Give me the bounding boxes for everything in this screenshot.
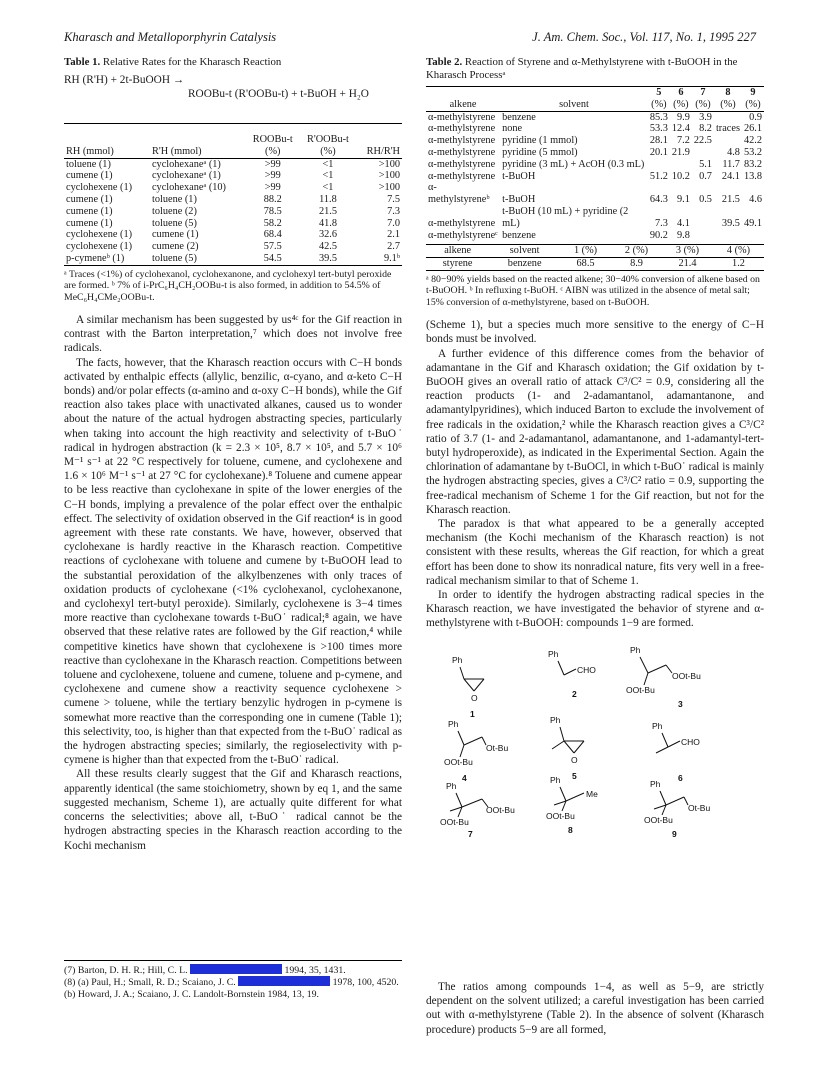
compound-label: 4 (462, 772, 467, 783)
ph-label: Ph (652, 720, 663, 731)
table-cell: 24.1 (721, 170, 740, 182)
table-cell (692, 206, 714, 230)
table1-equation-line2: ROOBu-t (R'OOBu-t) + t-BuOH + H₂O (188, 88, 369, 100)
left-column (64, 56, 402, 853)
compound-3 (626, 645, 701, 709)
cho-label: CHO (577, 664, 596, 675)
ph-label: Ph (650, 778, 661, 789)
table2 (426, 86, 764, 241)
table-cell: 57.5 (263, 241, 282, 253)
oobu-label: OOt-Bu (626, 684, 655, 695)
table-cell: >100 (378, 182, 400, 194)
table-row (426, 135, 764, 147)
table-cell: none (502, 123, 523, 135)
table-row (426, 206, 764, 230)
obu-label: Ot-Bu (688, 802, 711, 813)
table-cell: 90.2 (649, 229, 668, 241)
table-row (426, 147, 764, 159)
table-cell: 42.2 (743, 135, 762, 147)
table-cell: cyclohexene (1) (66, 229, 133, 241)
table-cell (742, 230, 764, 242)
oobu-label: OOt-Bu (644, 814, 673, 825)
table-cell: >100 (378, 170, 400, 182)
table1-header: (%) (265, 145, 281, 157)
compound-label: 6 (678, 772, 683, 783)
table-cell (692, 230, 714, 242)
compound-label: 5 (572, 770, 577, 781)
table2-header: (%) (720, 98, 736, 110)
body-paragraph: The ratios among compounds 1−4, as well as 5−9, are strictly dependent on the solvent utilized; a careful investigation has been carried out with α-methylstyrene (Table 2). In the absence of solvent (Kharasch procedure) products 5−9 are all formed, (426, 981, 764, 1036)
table2-header-top: 9 (750, 87, 756, 98)
table-cell: 11.8 (319, 193, 337, 205)
table-row (426, 171, 764, 183)
table-cell: α-methylstyrene (428, 170, 496, 182)
table-cell: 20.1 (649, 146, 668, 158)
reference-7-authors: (7) Barton, D. H. R.; Hill, C. L. (64, 965, 188, 976)
table1-equation-line1: RH (R'H) + 2t-BuOOH → (64, 74, 185, 86)
structures-svg (426, 645, 764, 837)
table-cell (714, 111, 742, 123)
table2-sub-header: 3 (%) (675, 245, 700, 257)
table-cell: <1 (322, 182, 334, 194)
table-cell: cyclohexene (1) (66, 241, 133, 253)
table-cell: 0.5 (699, 194, 712, 206)
compound-2 (548, 649, 596, 699)
compound-label: 2 (572, 688, 577, 699)
table2-header: (%) (651, 98, 667, 110)
table-cell: α-methylstyreneᶜ (428, 229, 498, 241)
body-paragraph: The facts, however, that the Kharasch reaction occurs with C−H bonds activated by enthalpic effects (allylic, benzilic, α-cyano, and α-keto C−H bonds) and/or polar effects (α-amino and α-oxy C−H bonds), while the Gif reaction also takes place with unactivated alkanes, caused us to wonder about the nature of the actual hydrogen abstracting species, particularly when taking into account the high reactivity and selectivity of t-BuO˙ radical in hydrogen abstraction (k = 2.3 × 10⁵, 8.7 × 10⁵, and 5.7 × 10⁶ M⁻¹ s⁻¹ at 22 °C respectively for toluene, cumene, and cyclohexene and 1.6 × 10⁶ M⁻¹ s⁻¹ at 27 °C for cyclohexane).⁸ Toluene and cumene appear to be less reactive than cyclohexane in spite of the lower energies of the C−H bonds, implying a prevalence of the polar effect over the enthalpic effect. The selectivity of oxidation observed in the Gif reaction⁴ is in good agreement with these rate constants. We have, however, observed that cyclohexane is hardly reactive in the Kharasch reaction. Competitive reactions of cyclohexane with toluene and cumene by t-BuOOH lead to the substantial peroxidation of the alkylbenzenes with only traces of oxidation products of cyclohexane (<1% cyclohexanol, cyclohexanone, and cyclohexyl tert-butyl peroxide). Similarly, cyclohexene is 3−4 times more reactive than cyclohexane towards t-BuO˙ radical;⁸ again, we have observed that these relative rates are followed by the Gif reaction,⁴ while competitive kinetics have shown that cyclohexene is >100 times more reactive than cyclohexane in the Kharasch reaction. Competitions between toluene and cyclohexene, toluene and cumene, toluene and p-cymene, and cyclohexene and cumene show a reactivity sequence cyclohexene > cumene > toluene, while the tertiary benzylic hydrogen in p-cymene is somewhat more reactive than the corresponding one in cumene (Table 1); this selectivity, too, is higher than that expected from the t-BuO˙ radical as the hydrogen abstracting species; similarly, the regioselectivity with p-cymene is higher than that expected from the t-BuO˙ radical. (64, 356, 403, 767)
table-cell: p-cymeneᵇ (1) (66, 252, 125, 264)
table-cell: cumene (1) (66, 170, 113, 182)
table-cell: α-methylstyrene (428, 158, 496, 170)
table-cell: 21.9 (671, 146, 690, 158)
compound-label: 8 (568, 824, 573, 835)
table-cell: 3.9 (699, 111, 712, 123)
table1-title: Relative Rates for the Kharasch Reaction (102, 56, 282, 68)
redaction-bar (238, 976, 330, 986)
table-cell: cumene (1) (66, 193, 113, 205)
compound-label: 1 (470, 708, 475, 719)
table2-label: Table 2. (426, 56, 463, 68)
table-cell: 13.8 (743, 170, 762, 182)
table1-header: R'H (mmol) (151, 145, 202, 157)
table-cell (714, 230, 742, 242)
table-cell: >99 (264, 158, 281, 170)
table-cell: >99 (264, 182, 281, 194)
table-cell: 78.5 (263, 205, 282, 217)
compound-6 (652, 721, 700, 783)
table1-header-top: R'OOBu-t (307, 134, 349, 145)
table-cell: 49.1 (743, 217, 762, 229)
table-cell: 54.5 (263, 252, 282, 264)
compound-label: 3 (678, 698, 683, 709)
oobu-label: OOt-Bu (444, 756, 473, 767)
table2-sub-cell: 8.9 (630, 258, 643, 270)
table-cell: 5.1 (699, 158, 712, 170)
running-header-right: J. Am. Chem. Soc., Vol. 117, No. 1, 1995 227 (532, 30, 756, 44)
table-cell: pyridine (5 mmol) (502, 146, 578, 158)
ph-label: Ph (452, 654, 463, 665)
table-cell: <1 (322, 170, 334, 182)
table1 (64, 123, 402, 265)
table-cell: α-methylstyreneᵇ (428, 182, 490, 206)
table-cell: 4.8 (727, 146, 740, 158)
table-cell: 39.5 (721, 217, 740, 229)
compound-structures-figure (426, 645, 764, 837)
compound-label: 7 (468, 828, 473, 837)
table-row (426, 111, 764, 123)
table-cell: benzene (502, 229, 536, 241)
table-cell: toluene (5) (151, 252, 197, 264)
table1-header: RH (mmol) (66, 145, 114, 157)
table2-styrene (426, 244, 764, 271)
table1-caption (64, 56, 402, 69)
table-cell: 53.3 (649, 123, 668, 135)
table2-header: (%) (745, 98, 761, 110)
table-cell: toluene (1) (151, 193, 197, 205)
table-cell: cumene (2) (151, 241, 199, 253)
table-cell: cyclohexaneᵃ (1) (151, 158, 221, 170)
table-cell: toluene (5) (151, 217, 197, 229)
compound-7 (440, 781, 515, 837)
table-cell: 9.1 (677, 194, 690, 206)
table-cell: 9.1ᵇ (383, 252, 400, 264)
table-cell: 88.2 (263, 193, 282, 205)
ph-label: Ph (446, 780, 457, 791)
table2-sub-header: 2 (%) (624, 245, 649, 257)
table-row (64, 229, 402, 241)
obu-label: Ot-Bu (486, 742, 509, 753)
table-cell: cyclohexene (1) (66, 182, 133, 194)
table-cell: 2.7 (387, 241, 400, 253)
body-paragraph: In order to identify the hydrogen abstracting radical species in the Kharasch reaction, we have investigated the behavior of styrene and α-methylstyrene with t-BuOOH: compounds 1−9 are formed. (426, 589, 764, 630)
table-cell: t-BuOH (10 mL) + pyridine (2 mL) (502, 205, 629, 229)
me-label: Me (586, 788, 598, 799)
running-header-left: Kharasch and Metalloporphyrin Catalysis (64, 30, 277, 44)
table2-sub-cell: benzene (507, 258, 542, 270)
table-cell: 64.3 (649, 194, 668, 206)
table-cell: 51.2 (649, 170, 668, 182)
table-cell: α-methylstyrene (428, 111, 496, 123)
bottom-paragraph (426, 980, 764, 1037)
table-row (64, 253, 402, 265)
compound-label: 9 (672, 828, 677, 837)
table-cell (714, 135, 742, 147)
body-paragraph: A similar mechanism has been suggested by us⁴ᶜ for the Gif reaction in contrast with the Barton interpretation,⁷ which does not involve free radicals. (64, 313, 402, 355)
table2-title: Reaction of Styrene and α-Methylstyrene with t-BuOOH in the Kharasch Processᵃ (426, 56, 738, 81)
body-paragraph: (Scheme 1), but a species much more sensitive to the energy of C−H bonds must be involved. (426, 319, 764, 346)
table2-sub-header: alkene (444, 245, 472, 257)
table-cell: t-BuOH (502, 194, 536, 206)
table2-header-top: 6 (678, 87, 684, 98)
table-cell: 28.1 (649, 135, 668, 147)
table-cell (670, 159, 692, 171)
table-cell: 41.8 (318, 217, 337, 229)
table-cell: cumene (1) (66, 205, 113, 217)
table-cell: toluene (2) (151, 205, 197, 217)
table2-sub-header: 4 (%) (726, 245, 751, 257)
table-cell: 58.2 (263, 217, 282, 229)
table-cell: 53.2 (743, 146, 762, 158)
table-row (64, 158, 402, 170)
right-column (426, 56, 764, 847)
table1-header-top (150, 124, 246, 146)
compound-9 (644, 779, 710, 837)
table1-header: (%) (320, 145, 336, 157)
table-row (64, 194, 402, 206)
table1-label: Table 1. (64, 56, 101, 68)
table-cell: 21.5 (318, 205, 337, 217)
references (64, 960, 402, 1000)
table-cell: 4.6 (749, 194, 762, 206)
table-cell: >99 (264, 170, 281, 182)
table2-header: alkene (449, 98, 477, 110)
table2-header: (%) (695, 98, 711, 110)
table-cell: cyclohexaneᵃ (1) (151, 170, 221, 182)
compound-4 (444, 719, 508, 783)
table-cell: 26.1 (743, 123, 762, 135)
table-cell: 85.3 (649, 111, 668, 123)
table1-footnote: ᵃ Traces (<1%) of cyclohexanol, cyclohexanone, and cyclohexyl tert-butyl peroxide are formed. ᵇ 7% of i-PrC₆H₄CH₂OOBu-t is also formed, in addition to 54.5% of MeC₆H₄CMe₂OOBu-t. (64, 268, 392, 303)
table-cell: 22.5 (693, 135, 712, 147)
table-cell: 32.6 (318, 229, 337, 241)
table-row (64, 206, 402, 218)
table-cell: >100 (378, 158, 400, 170)
table-cell: α-methylstyrene (428, 123, 496, 135)
table-cell: cyclohexaneᵃ (10) (151, 182, 226, 194)
table-row (426, 123, 764, 135)
table-cell: 7.2 (677, 135, 690, 147)
table2-header: solvent (559, 98, 589, 110)
table2-sub-cell: 68.5 (576, 258, 595, 270)
table-cell: 8.2 (699, 123, 712, 135)
table-cell: 7.5 (387, 193, 400, 205)
table2-header-top: 7 (700, 87, 706, 98)
table-row (426, 159, 764, 171)
table-cell: pyridine (3 mL) + AcOH (0.3 mL) (502, 158, 645, 170)
table-row (64, 182, 402, 194)
table-cell: 10.2 (671, 170, 690, 182)
table2-header: (%) (673, 98, 689, 110)
table-cell: 7.3 (387, 205, 400, 217)
table-cell: benzene (502, 111, 536, 123)
table-cell: cumene (1) (151, 229, 199, 241)
table-cell: 2.1 (387, 229, 400, 241)
table-row (426, 182, 764, 206)
ph-label: Ph (548, 648, 559, 659)
ph-label: Ph (448, 718, 459, 729)
table-cell: 4.1 (677, 217, 690, 229)
oobu-label: OOt-Bu (672, 670, 701, 681)
ph-label: Ph (630, 644, 641, 655)
table-cell (648, 159, 670, 171)
reference-8-authors: (8) (a) Paul, H.; Small, R. D.; Scaiano, J. C. (64, 977, 236, 989)
table2-header-top (500, 87, 648, 99)
body-paragraph: The paradox is that what appeared to be a generally accepted mechanism (the Kochi mechanism of the Kharasch reaction) is not consistent with these results, whereas the Gif reaction, for which a great effort has been done to show its nonradical nature, fits very well in a free-radical mechanism similar to that of Scheme 1. (426, 518, 764, 587)
oobu-label: OOt-Bu (440, 816, 469, 827)
table-cell: 11.7 (722, 158, 740, 170)
table2-sub-cell: 1.2 (732, 258, 745, 270)
table-cell: 0.7 (699, 170, 712, 182)
table-row (426, 230, 764, 242)
table1-header: RH/R'H (366, 145, 400, 157)
table-cell: α-methylstyrene (428, 146, 496, 158)
table-cell: cumene (1) (66, 217, 113, 229)
table1-header-top: ROOBu-t (252, 134, 293, 145)
table-cell: 83.2 (743, 158, 762, 170)
reference-7-citation: 1994, 35, 1431. (284, 965, 346, 976)
cho-label: CHO (681, 736, 700, 747)
reference-8-citation: 1978, 100, 4520. (b) Howard, J. A.; Scaiano, J. C. Landolt-Bornstein 1984, 13, 19. (64, 977, 399, 1000)
table-cell: traces (715, 123, 740, 135)
ph-label: Ph (550, 774, 561, 785)
table-cell: 9.8 (677, 229, 690, 241)
table-row (64, 218, 402, 230)
table-cell: pyridine (1 mmol) (502, 135, 578, 147)
table-cell: <1 (322, 158, 334, 170)
table1-header-top (64, 124, 150, 146)
table1-header-top (356, 124, 402, 146)
oxygen-label: O (471, 692, 478, 703)
table2-header-top: 5 (656, 87, 662, 98)
table-cell: 68.4 (263, 229, 282, 241)
table-cell: 9.9 (677, 111, 690, 123)
table-cell: 7.3 (655, 217, 668, 229)
table-row (64, 241, 402, 253)
table2-header-top: 8 (725, 87, 731, 98)
table-cell: 21.5 (721, 194, 740, 206)
table2-sub-cell: 21.4 (678, 258, 697, 270)
compound-8 (546, 775, 598, 835)
compound-5 (550, 715, 584, 781)
reference-8 (64, 976, 402, 1000)
table-cell: t-BuOH (502, 170, 536, 182)
table2-header-top (426, 87, 500, 99)
table-cell: 42.5 (318, 241, 337, 253)
oobu-label: OOt-Bu (546, 810, 575, 821)
table-cell: α-methylstyrene (428, 217, 496, 229)
table-cell: 7.0 (387, 217, 400, 229)
table-cell: 12.4 (671, 123, 690, 135)
table2-sub-cell: styrene (442, 258, 473, 270)
ph-label: Ph (550, 714, 561, 725)
table2-sub-header: solvent (509, 245, 540, 257)
oobu-label: OOt-Bu (486, 804, 515, 815)
table-cell: 0.9 (749, 111, 762, 123)
compound-1 (452, 655, 484, 719)
body-paragraph: A further evidence of this difference comes from the behavior of adamantane in the Gif and Kharasch oxidation; the Gif oxidation by t-BuOOH gives an overall ratio of attack C³/C² = 0.9, considering all the reaction products (1- and 2-adamantanol, adamantanone, and adamantylpyridines), which induced Barton to exclude the involvement of free radicals in the oxidation,² while the Kharasch reaction gives a C³/C² ratio of 3.7 (1- and 2-adamantanol, adamantanone, and 1-adamantyl-tert-butyl hydroperoxide), as indicated in the Experimental Section. Again the chlorination of adamantane by t-BuOCl, in which t-BuO˙ radical is mainly the hydrogen abstracting species, gives a C³/C² ratio = 0.9, supporting the free-radical mechanism of Scheme 1 for the Gif reaction, but not for the Kharasch reaction. (426, 347, 764, 516)
table2-caption (426, 56, 764, 82)
oxygen-label: O (571, 754, 578, 765)
table-row (64, 170, 402, 182)
table-cell: toluene (1) (66, 158, 111, 170)
table-cell: 39.5 (318, 252, 337, 264)
table-cell: α-methylstyrene (428, 135, 496, 147)
reference-7 (64, 964, 402, 976)
redaction-bar (190, 964, 282, 974)
table2-footnote: ᵃ 80−90% yields based on the reacted alkene; 30−40% conversion of alkene based on t-BuOOH. ᵇ In refluxing t-BuOH. ᶜ AIBN was utilized in the absence of metal salt; 15% conversion of α-methylstyrene, based on t-BuOOH. (426, 273, 760, 308)
table-cell (692, 147, 714, 159)
table2-sub-header: 1 (%) (573, 245, 598, 257)
body-paragraph: All these results clearly suggest that the Gif and Kharasch reactions, apparently identical (the same stoichiometry, shown by eq 1, and the same suggested mechanism, Scheme 1), are actually quite different for what concerns the selectivities; above all, t-BuO˙ radical cannot be the hydrogen abstracting species in the Kharasch reaction according to the Kochi mechanism (64, 768, 402, 852)
